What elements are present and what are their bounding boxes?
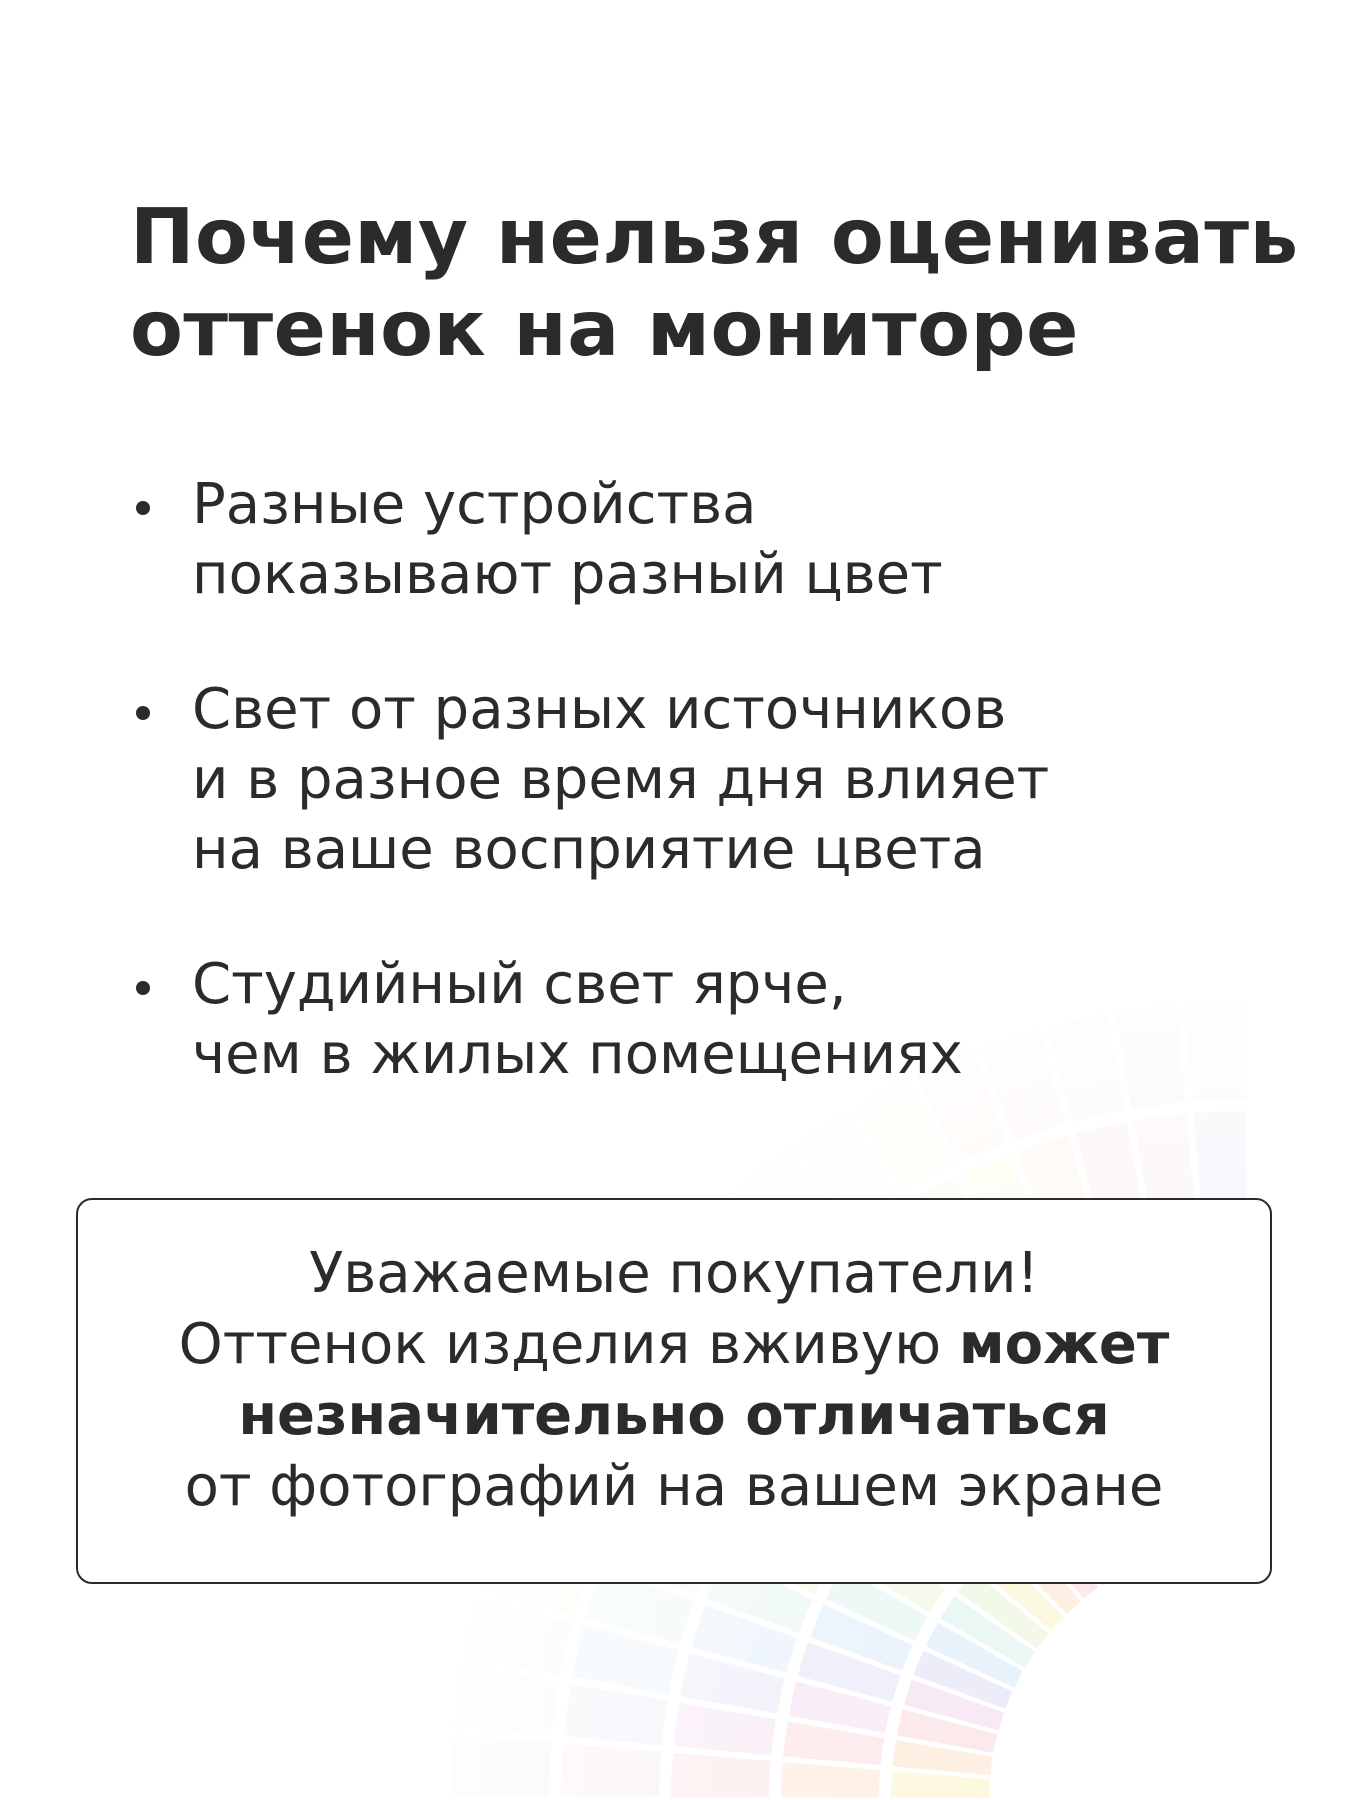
page-title xyxy=(130,192,1299,376)
bullet-dot-icon xyxy=(136,981,150,995)
bullet-dot-icon xyxy=(136,706,150,720)
reason-item-studio-light xyxy=(132,950,1282,1090)
reason-item-light-sources xyxy=(132,675,1282,885)
notice-emphasis: незначительно отличаться xyxy=(238,1383,1110,1448)
reason-line: чем в жилых помещениях xyxy=(192,1022,963,1087)
title-line: оттенок на мониторе xyxy=(130,285,1079,374)
title-line: Почему нельзя оценивать xyxy=(130,193,1299,282)
notice-line xyxy=(78,1309,1270,1380)
reason-item-devices xyxy=(132,470,1282,610)
reasons-list xyxy=(132,470,1282,1090)
customer-notice-box xyxy=(76,1198,1272,1584)
notice-greeting: Уважаемые покупатели! xyxy=(309,1241,1039,1306)
notice-text: Оттенок изделия вживую xyxy=(178,1312,959,1377)
bullet-dot-icon xyxy=(136,501,150,515)
notice-emphasis: может xyxy=(958,1312,1170,1377)
reason-line: и в разное время дня влияет xyxy=(192,747,1050,812)
notice-line: от фотографий на вашем экране xyxy=(184,1454,1164,1519)
reason-line: Свет от разных источников xyxy=(192,677,1007,742)
reason-line: Разные устройства xyxy=(192,472,757,537)
reason-line: показывают разный цвет xyxy=(192,542,943,607)
reason-line: Студийный свет ярче, xyxy=(192,952,847,1017)
reason-line: на ваше восприятие цвета xyxy=(192,817,986,882)
